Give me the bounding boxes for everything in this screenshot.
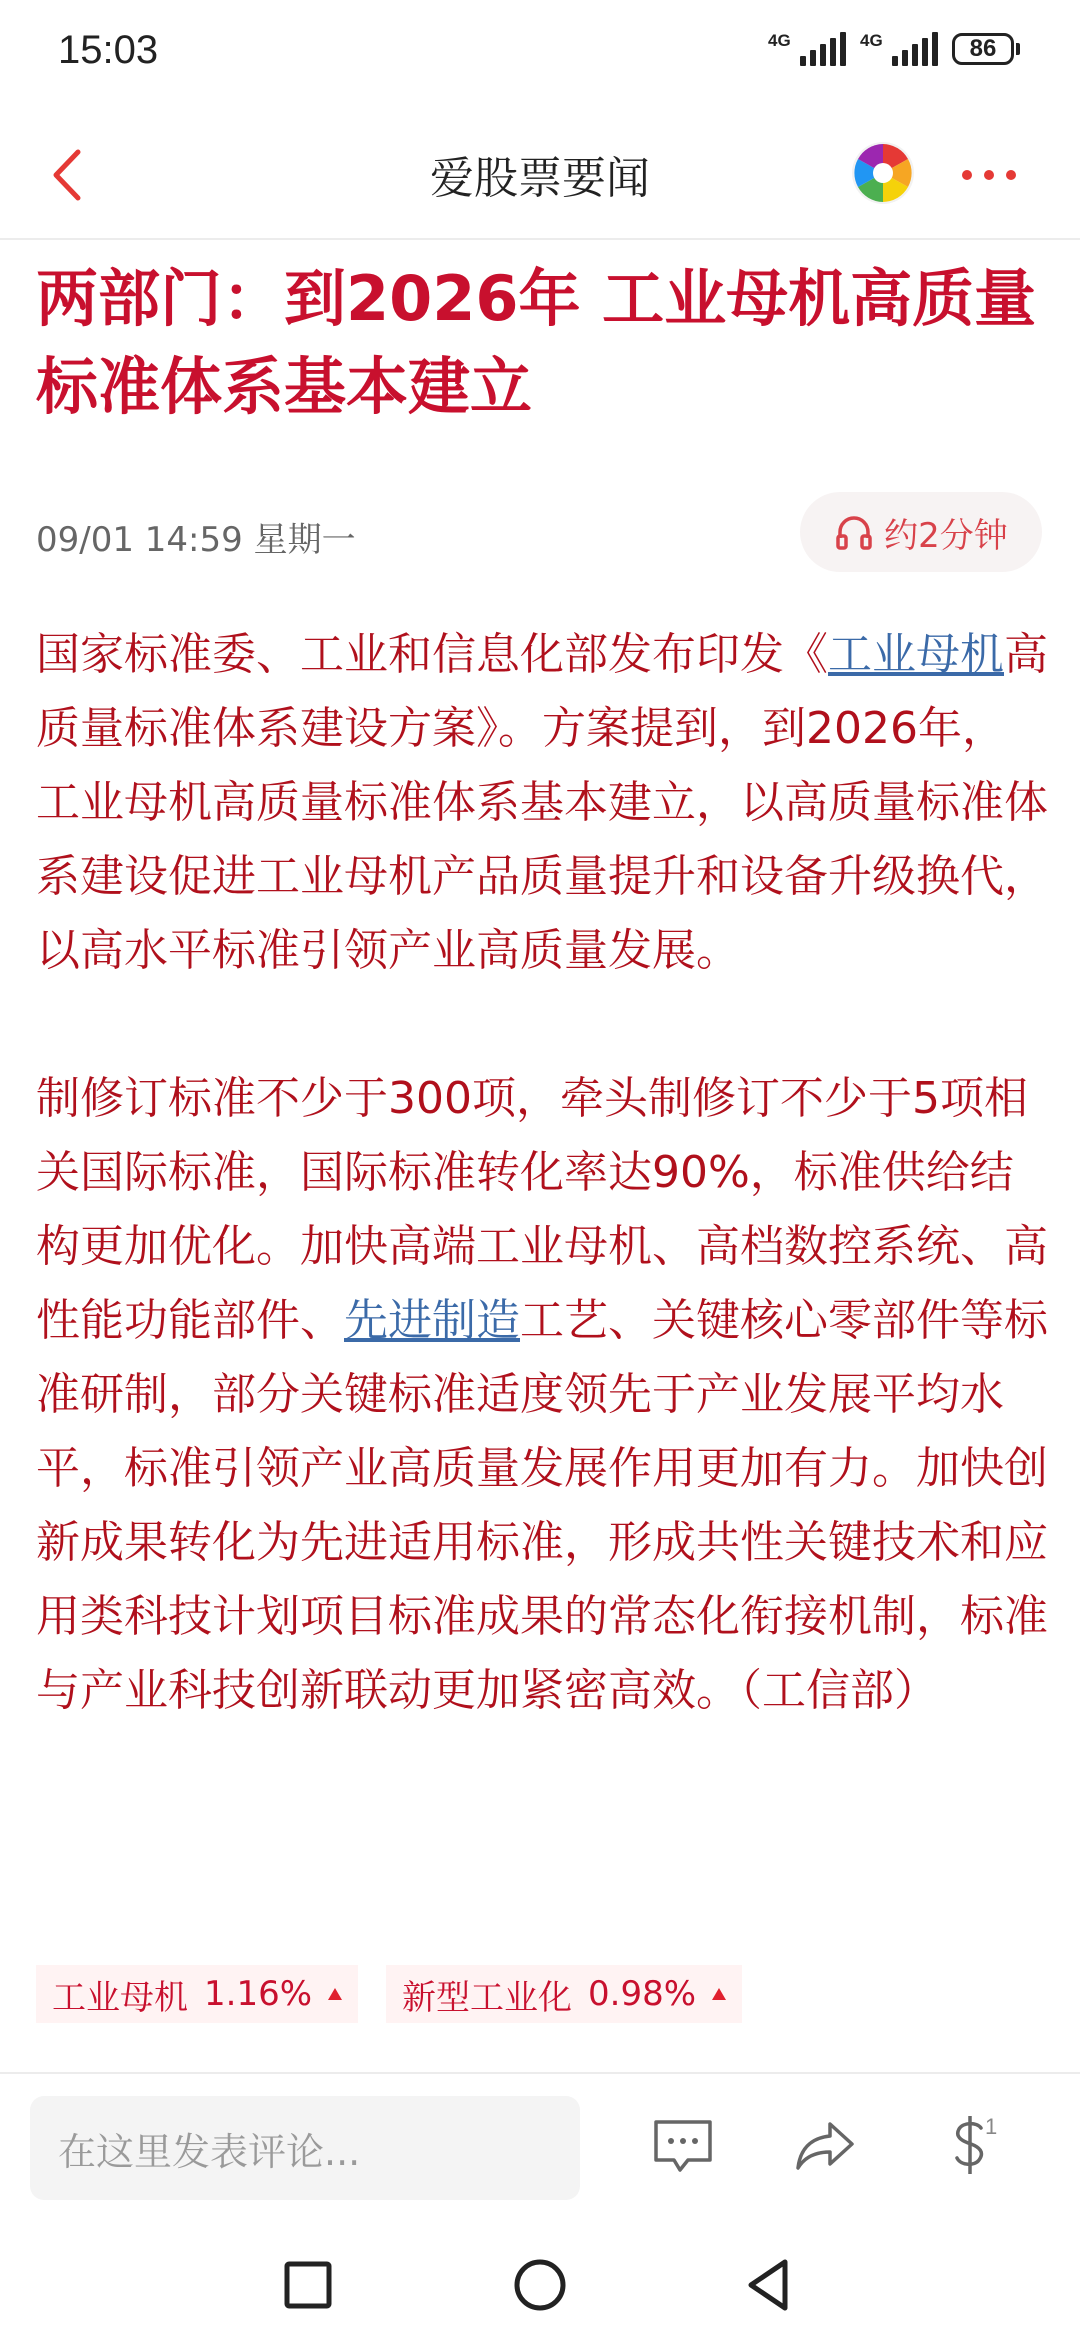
paragraph	[36, 618, 1048, 988]
paragraph-text: 高质量标准体系建设方案》。方案提到，到2026年，工业母机高质量标准体系基本建立，以高质量标准体系建设促进工业母机产品质量提升和设备升级换代，以高水平标准引领产业高质量发展。	[36, 629, 1048, 976]
headphones-icon	[834, 512, 874, 552]
link-xianjin-zhizao[interactable]: 先进制造	[344, 1295, 520, 1346]
network-type-label: 4G	[860, 31, 883, 50]
paragraph	[36, 1062, 1048, 1728]
status-icons	[768, 32, 1020, 66]
paragraph-text: 国家标准委、工业和信息化部发布印发《	[36, 629, 828, 680]
stock-tag[interactable]	[386, 1965, 742, 2023]
network-type-label: 4G	[768, 31, 791, 50]
stock-tag[interactable]	[36, 1965, 358, 2023]
up-triangle-icon	[712, 1988, 726, 2000]
back-triangle-icon[interactable]	[735, 2250, 805, 2320]
battery-icon	[952, 33, 1020, 65]
article-headline: 两部门：到2026年 工业母机高质量标准体系基本建立	[36, 262, 1037, 423]
tag-change: 0.98%	[588, 1974, 697, 2014]
link-gongye-muji[interactable]: 工业母机	[828, 629, 1004, 680]
stock-tags	[36, 1965, 742, 2023]
article-datetime: 09/01 14:59 星期一	[36, 520, 356, 560]
signal-icon	[768, 32, 846, 66]
battery-level: 86	[952, 33, 1014, 65]
system-nav-bar	[0, 2232, 1080, 2340]
article-body	[36, 618, 1048, 1728]
share-icon[interactable]	[790, 2110, 860, 2180]
app-header	[0, 110, 1080, 240]
comment-input[interactable]: 在这里发表评论...	[30, 2096, 580, 2200]
comment-bar	[0, 2072, 1080, 2234]
listen-button[interactable]	[800, 492, 1042, 572]
recent-apps-square-icon[interactable]	[273, 2250, 343, 2320]
comment-icon[interactable]	[648, 2110, 718, 2180]
home-circle-icon[interactable]	[505, 2250, 575, 2320]
color-wheel-logo-icon[interactable]	[850, 140, 916, 206]
paragraph-text: 工艺、关键核心零部件等标准研制，部分关键标准适度领先于产业发展平均水平，标准引领产业高质量发展作用更加有力。加快创新成果转化为先进适用标准，形成共性关键技术和应用类科技计划项目标准成果的常态化衔接机制，标准与产业科技创新联动更加紧密高效。（工信部）	[36, 1295, 1048, 1716]
signal-icon	[860, 32, 938, 66]
reward-count: 1	[985, 2114, 998, 2139]
tag-name: 新型工业化	[402, 1977, 573, 2018]
paragraph-text: 制修订标准不少于300项，牵头制修订不少于5项相关国际标准，国际标准转化率达90%，标准供给结构更加优化。加快高端工业母机、高档数控系统、高性能功能部件、	[36, 1073, 1048, 1346]
status-bar	[0, 0, 1080, 110]
status-time: 15:03	[58, 28, 159, 72]
tag-change: 1.16%	[204, 1974, 313, 2014]
more-dots-icon[interactable]	[962, 155, 1042, 195]
tag-name: 工业母机	[52, 1977, 188, 2018]
page-title: 爱股票要闻	[430, 153, 650, 204]
read-time-label: 约2分钟	[884, 515, 1008, 556]
up-triangle-icon	[328, 1988, 342, 2000]
